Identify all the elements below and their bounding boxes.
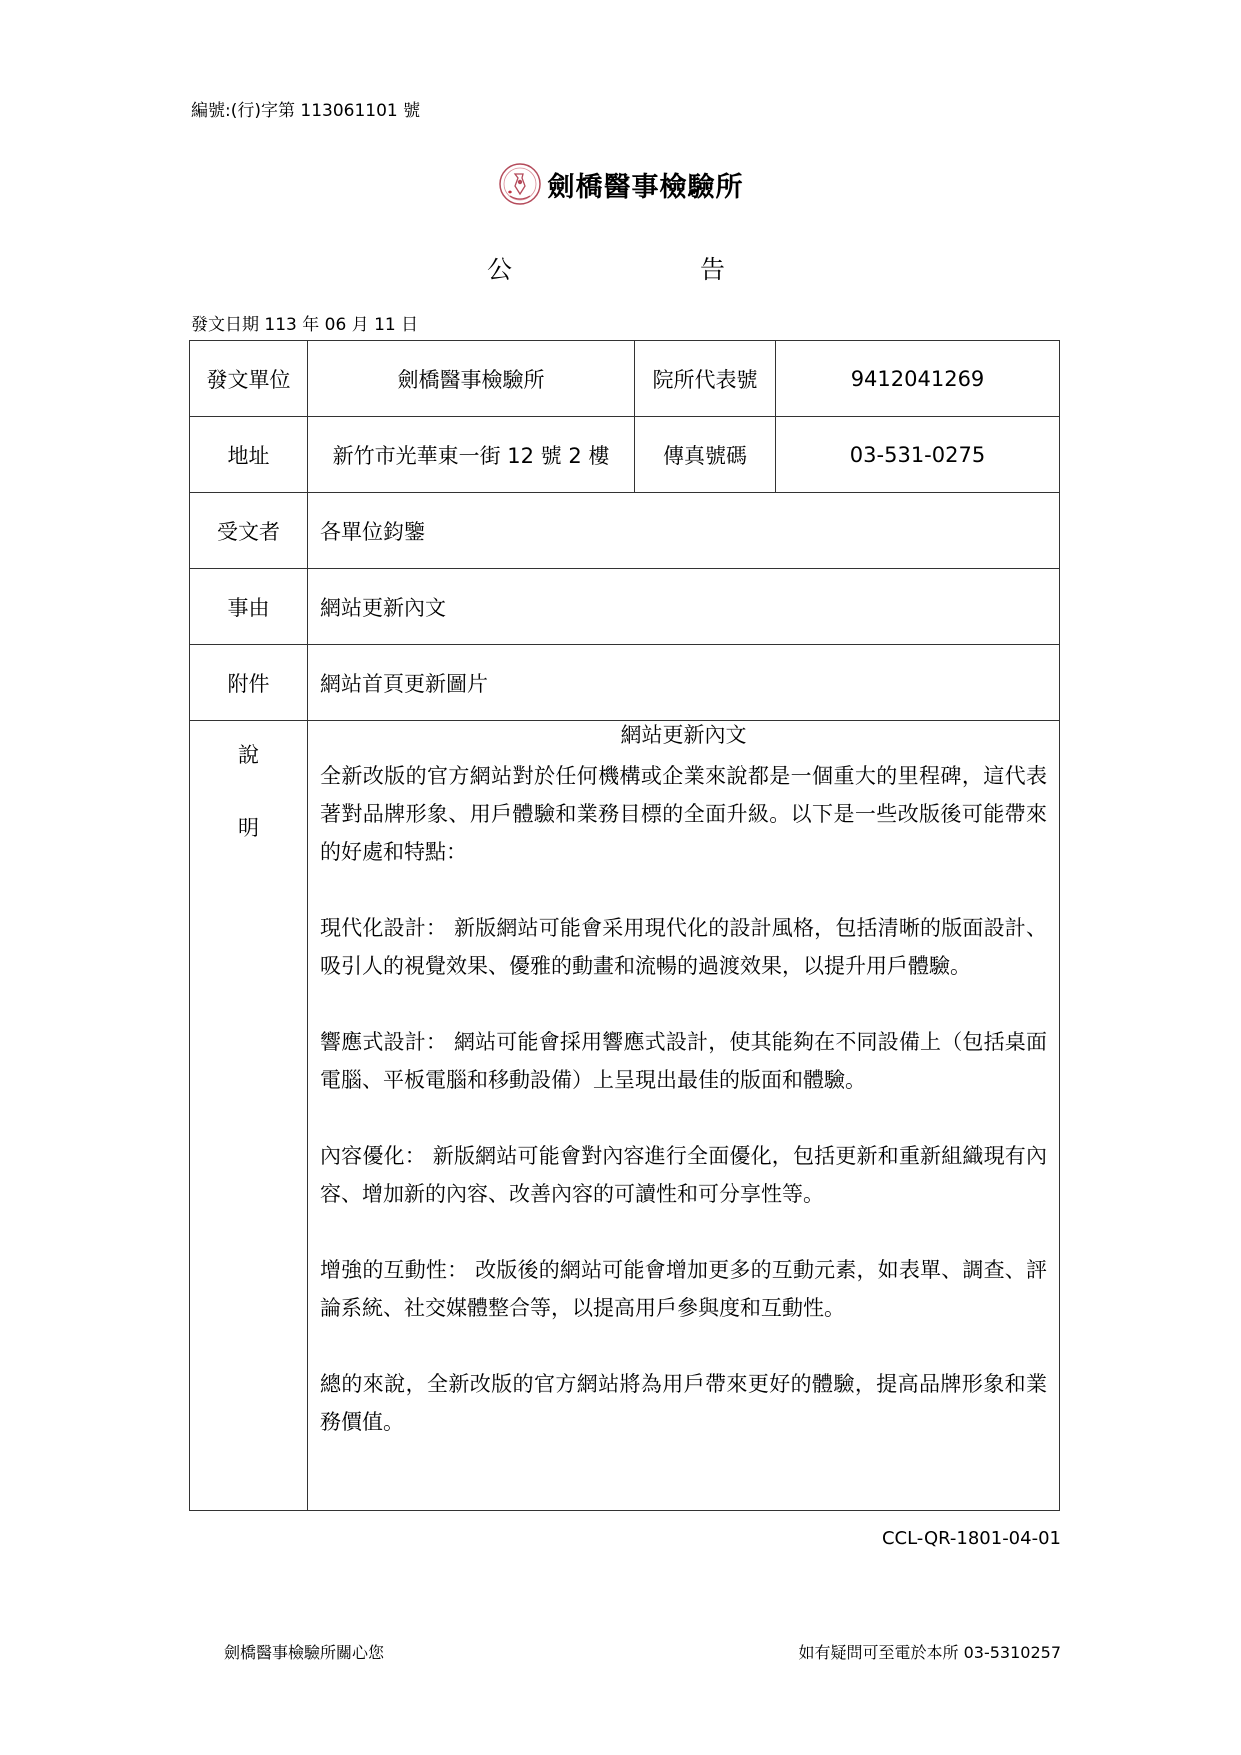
subject-label: 事由 <box>190 569 308 645</box>
description-content <box>308 721 1060 1511</box>
issue-date: 發文日期 113 年 06 月 11 日 <box>191 315 419 335</box>
description-paragraph: 現代化設計： 新版網站可能會采用現代化的設計風格，包括清晰的版面設計、吸引人的視覺效果、優雅的動畫和流暢的過渡效果，以提升用戶體驗。 <box>320 916 1047 978</box>
table-row <box>190 721 1060 1511</box>
lab-logo-icon <box>498 162 542 206</box>
fax-label: 傳真號碼 <box>635 417 776 493</box>
subject-value: 網站更新內文 <box>308 569 1060 645</box>
notice-title-char-1: 公 <box>487 255 513 284</box>
notice-table <box>189 340 1060 1511</box>
recipient-value: 各單位鈞鑒 <box>308 493 1060 569</box>
address-value: 新竹市光華東一街 12 號 2 樓 <box>308 417 635 493</box>
recipient-label: 受文者 <box>190 493 308 569</box>
table-row <box>190 569 1060 645</box>
table-row <box>190 417 1060 493</box>
table-row <box>190 493 1060 569</box>
code-value: 9412041269 <box>776 341 1060 417</box>
table-row <box>190 341 1060 417</box>
description-paragraph: 內容優化： 新版網站可能會對內容進行全面優化，包括更新和重新組織現有內容、增加新的內容、改善內容的可讀性和可分享性等。 <box>320 1144 1047 1206</box>
description-label <box>190 721 308 1511</box>
letterhead <box>0 162 1241 206</box>
issuer-label: 發文單位 <box>190 341 308 417</box>
fax-value: 03-531-0275 <box>776 417 1060 493</box>
org-name: 劍橋醫事檢驗所 <box>547 171 744 203</box>
footer-contact-text: 如有疑問可至電於本所 03-5310257 <box>798 1643 1061 1662</box>
description-title: 網站更新內文 <box>620 723 747 747</box>
description-paragraph: 響應式設計： 網站可能會採用響應式設計，使其能夠在不同設備上（包括桌面電腦、平板電腦和移動設備）上呈現出最佳的版面和體驗。 <box>320 1030 1047 1092</box>
description-label-char-1: 說 <box>238 743 259 767</box>
attachment-label: 附件 <box>190 645 308 721</box>
description-paragraph: 總的來說，全新改版的官方網站將為用戶帶來更好的體驗，提高品牌形象和業務價值。 <box>320 1372 1047 1434</box>
code-label: 院所代表號 <box>635 341 776 417</box>
table-row <box>190 645 1060 721</box>
notice-title-char-2: 告 <box>700 255 726 284</box>
document-number: 編號:(行)字第 113061101 號 <box>191 101 421 121</box>
description-paragraph: 全新改版的官方網站對於任何機構或企業來說都是一個重大的里程碑，這代表著對品牌形象、用戶體驗和業務目標的全面升級。以下是一些改版後可能帶來的好處和特點： <box>320 764 1047 864</box>
attachment-value: 網站首頁更新圖片 <box>308 645 1060 721</box>
description-label-char-2: 明 <box>238 816 259 840</box>
description-paragraph: 增強的互動性： 改版後的網站可能會增加更多的互動元素，如表單、調查、評論系統、社交媒體整合等，以提高用戶參與度和互動性。 <box>320 1258 1047 1320</box>
form-code: CCL-QR-1801-04-01 <box>881 1528 1061 1549</box>
issuer-value: 劍橋醫事檢驗所 <box>308 341 635 417</box>
address-label: 地址 <box>190 417 308 493</box>
footer-left-text: 劍橋醫事檢驗所關心您 <box>224 1643 385 1662</box>
